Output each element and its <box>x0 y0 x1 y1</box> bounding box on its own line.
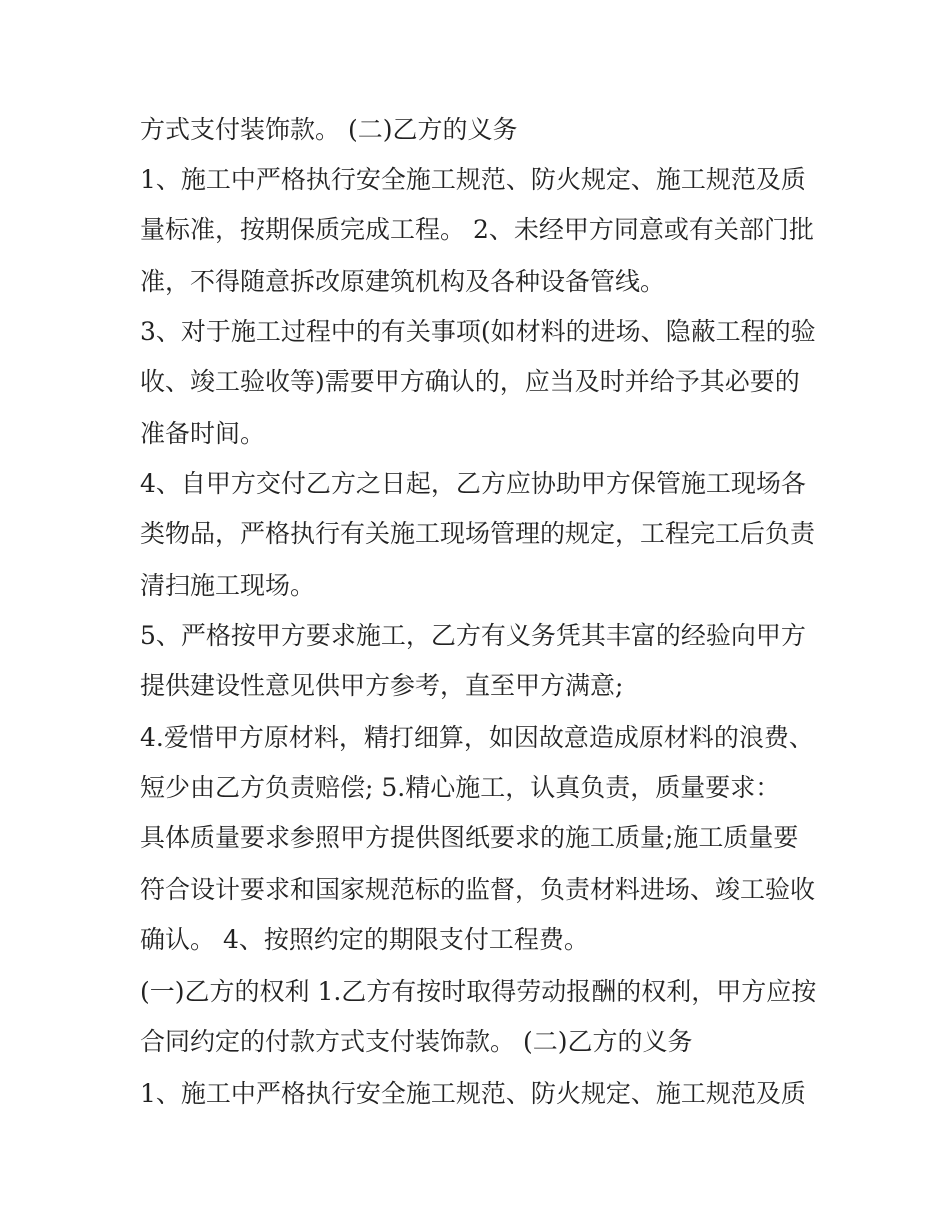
text-line: 4.爱惜甲方原材料，精打细算，如因故意造成原材料的浪费、 <box>140 723 814 752</box>
text-line: 1、施工中严格执行安全施工规范、防火规定、施工规范及质 <box>140 165 806 194</box>
text-line: 方式支付装饰款。 (二)乙方的义务 <box>140 115 518 144</box>
text-line: 收、竣工验收等)需要甲方确认的，应当及时并给予其必要的 <box>140 367 800 396</box>
text-line: 确认。 4、按照约定的期限支付工程费。 <box>140 925 589 954</box>
text-line: 量标准，按期保质完成工程。 2、未经甲方同意或有关部门批 <box>140 215 814 244</box>
text-line: 5、严格按甲方要求施工，乙方有义务凭其丰富的经验向甲方 <box>140 621 806 650</box>
text-line: 1、施工中严格执行安全施工规范、防火规定、施工规范及质 <box>140 1079 806 1108</box>
text-line: 3、对于施工过程中的有关事项(如材料的进场、隐蔽工程的验 <box>140 317 816 346</box>
text-line: 具体质量要求参照甲方提供图纸要求的施工质量;施工质量要 <box>140 823 799 852</box>
text-line: 准，不得随意拆改原建筑机构及各种设备管线。 <box>140 267 666 296</box>
text-line: 短少由乙方负责赔偿; 5.精心施工，认真负责，质量要求： <box>140 773 781 802</box>
text-line: 准备时间。 <box>140 419 266 448</box>
text-line: 清扫施工现场。 <box>140 571 316 600</box>
text-line: 4、自甲方交付乙方之日起，乙方应协助甲方保管施工现场各 <box>140 469 806 498</box>
text-line: 合同约定的付款方式支付装饰款。 (二)乙方的义务 <box>140 1027 693 1056</box>
text-line: 类物品，严格执行有关施工现场管理的规定，工程完工后负责 <box>140 519 816 548</box>
text-line: 提供建设性意见供甲方参考，直至甲方满意; <box>140 671 624 700</box>
text-line: (一)乙方的权利 1.乙方有按时取得劳动报酬的权利，甲方应按 <box>140 977 817 1006</box>
text-line: 符合设计要求和国家规范标的监督，负责材料进场、竣工验收 <box>140 875 816 904</box>
